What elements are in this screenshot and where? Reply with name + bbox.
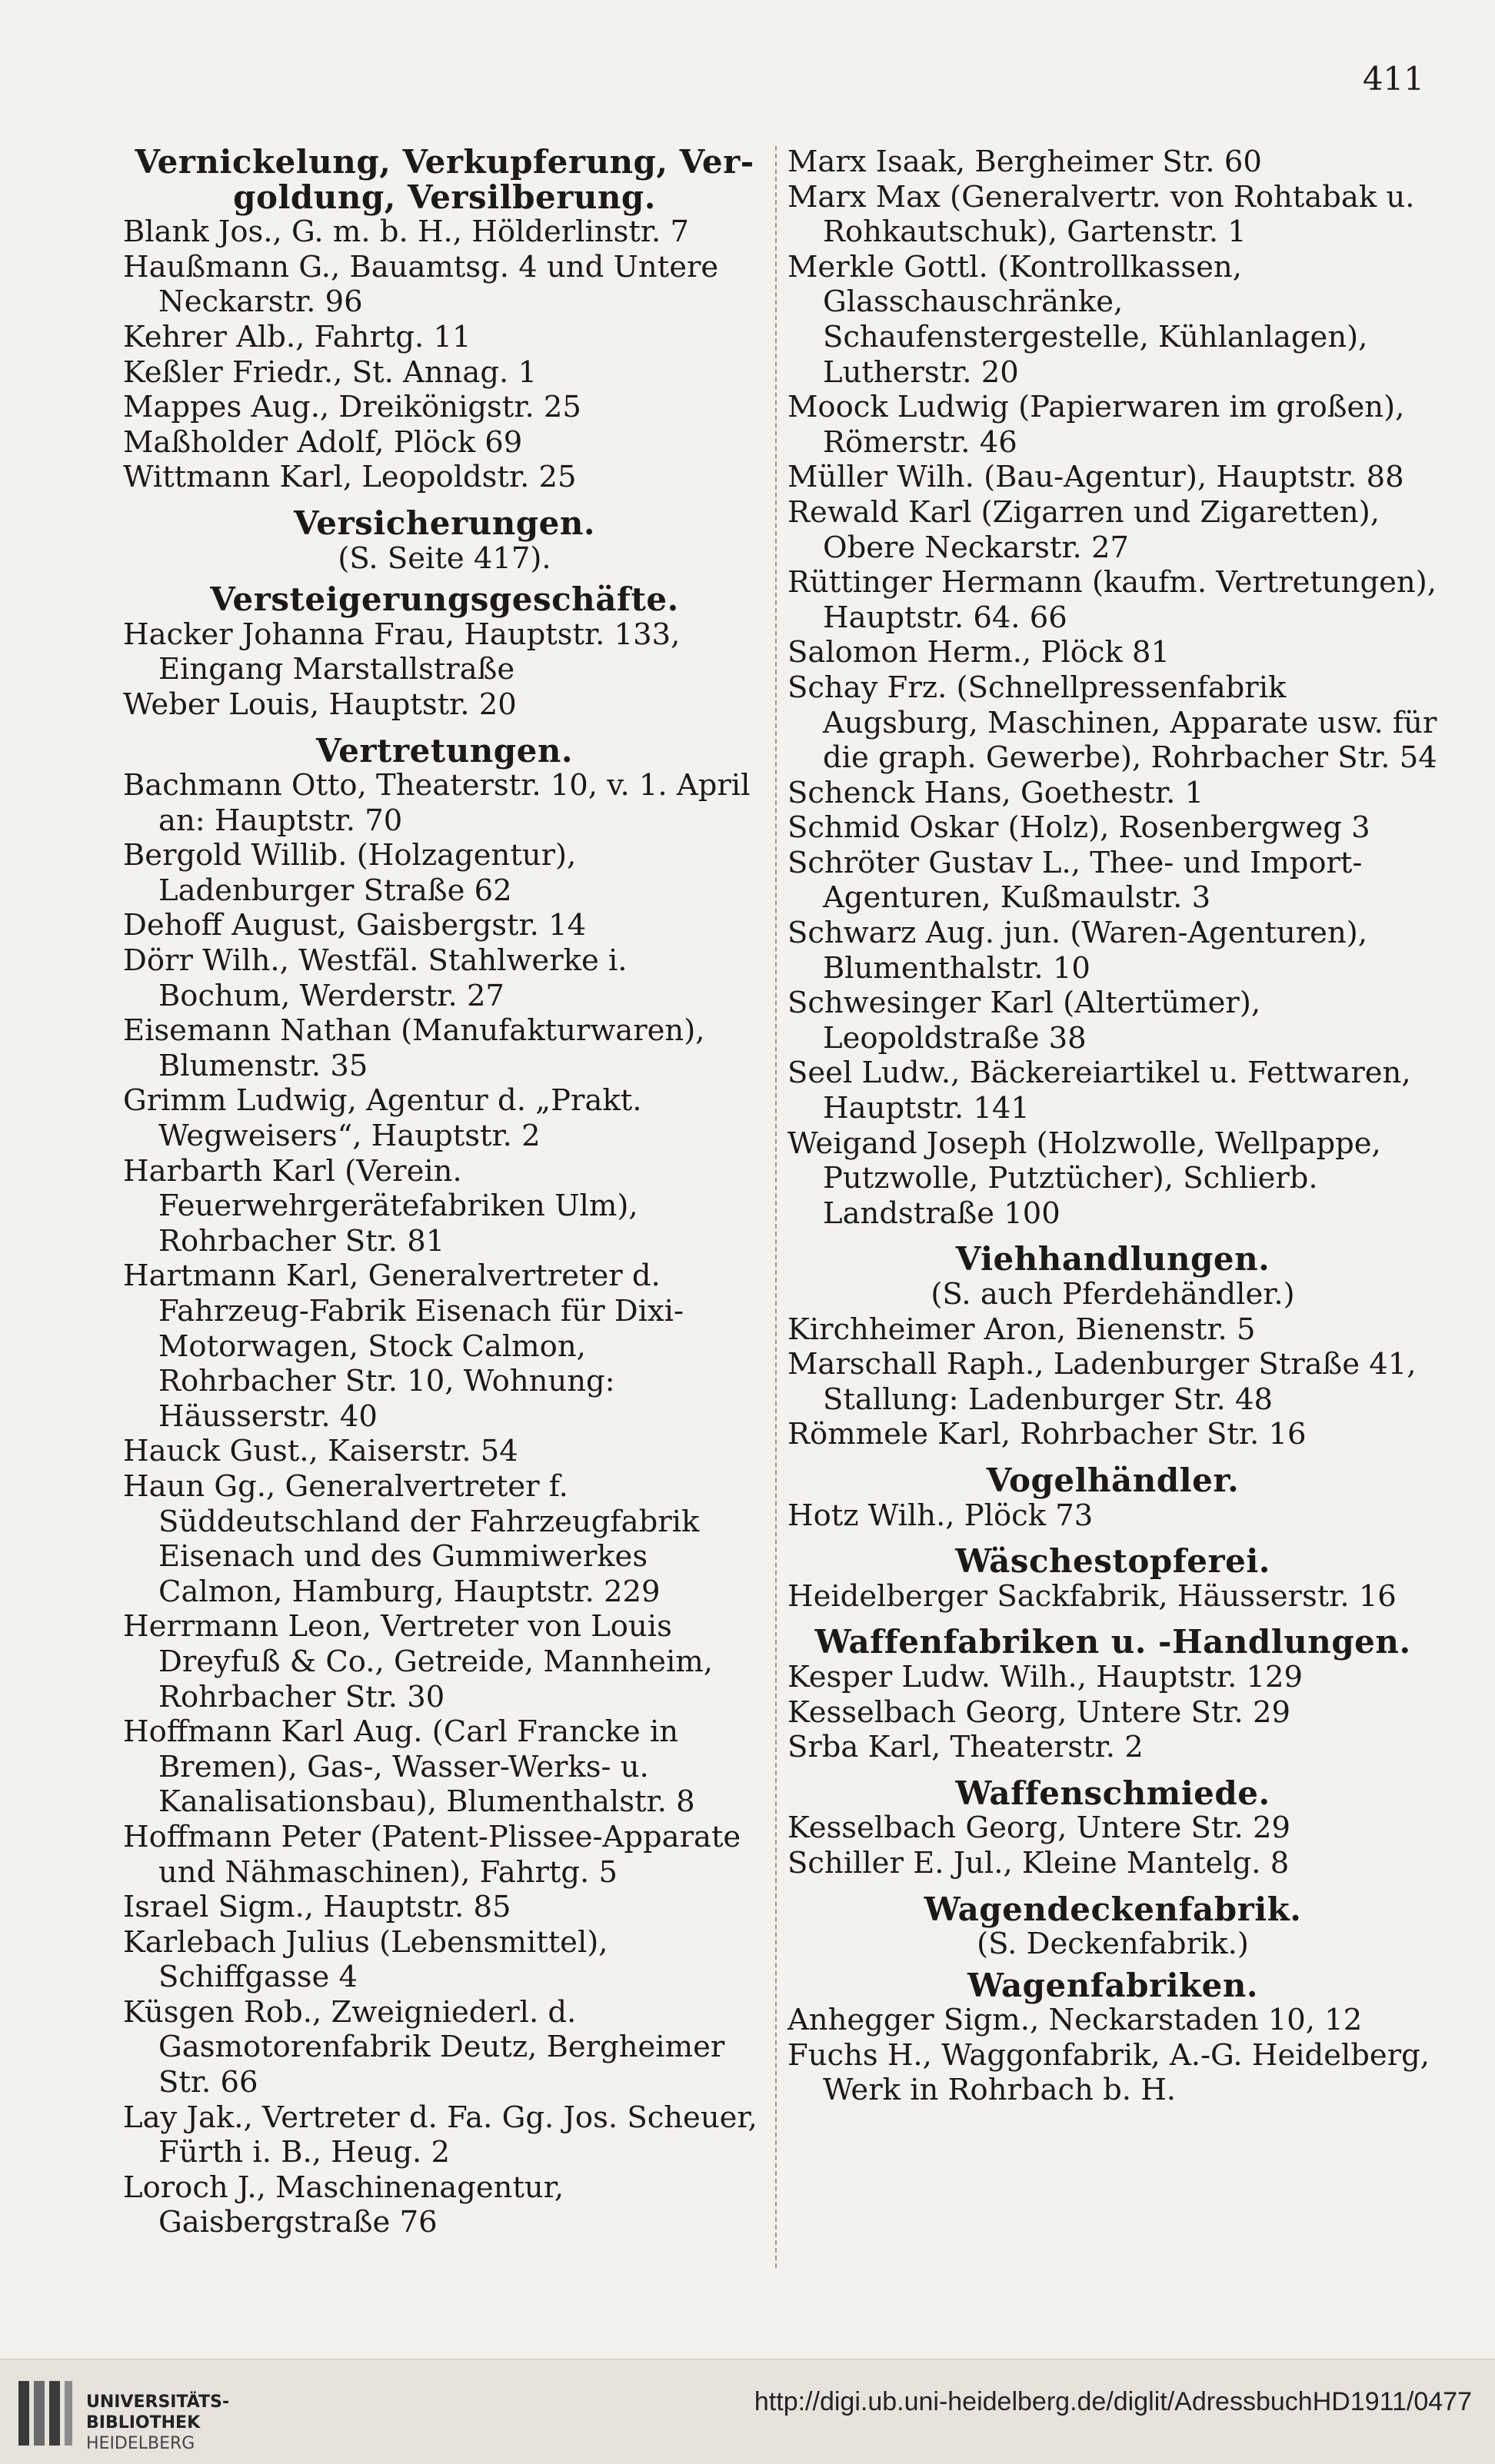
directory-entry: Küsgen Rob., Zweigniederl. d. Gasmotorenfabrik Deutz, Bergheimer Str. 66 <box>123 1994 725 2100</box>
directory-entry: Dörr Wilh., Westfäl. Stahlwerke i. Bochum, Werderstr. 27 <box>123 943 628 1013</box>
directory-entry: Eisemann Nathan (Manufakturwaren), Blumenstr. 35 <box>123 1013 705 1083</box>
directory-entry: Bergold Willib. (Holzagentur), Ladenburger Straße 62 <box>123 838 577 908</box>
directory-entry: Seel Ludw., Bäckereiartikel u. Fettwaren, Hauptstr. 141 <box>787 1056 1411 1126</box>
directory-entry: Loroch J., Maschinenagentur, Gaisbergstraße 76 <box>123 2170 564 2240</box>
directory-entry: Moock Ludwig (Papierwaren im großen), Römerstr. 46 <box>787 390 1405 460</box>
directory-entry: Haun Gg., Generalvertreter f. Süddeutschland der Fahrzeugfabrik Eisenach und des Gummiwerkes Calmon, Hamburg, Hauptstr. 229 <box>123 1468 700 1609</box>
directory-entry: Harbarth Karl (Verein. Feuerwehrgerätefabriken Ulm), Rohrbacher Str. 81 <box>123 1153 638 1259</box>
section-heading: Waffenfabriken u. -Handlungen. <box>814 1623 1411 1661</box>
directory-entry: Haußmann G., Bauamtsg. 4 und Untere Neckarstr. 96 <box>123 249 719 320</box>
directory-entry: Wittmann Karl, Leopoldstr. 25 <box>123 460 577 495</box>
directory-entry: Schwesinger Karl (Altertümer), Leopoldstraße 38 <box>787 986 1261 1056</box>
directory-entry: Salomon Herm., Plöck 81 <box>787 635 1170 670</box>
directory-entry: Marx Isaak, Bergheimer Str. 60 <box>787 145 1262 179</box>
directory-entry: Grimm Ludwig, Agentur d. „Prakt. Wegweisers“, Hauptstr. 2 <box>123 1083 642 1154</box>
directory-entry: Maßholder Adolf, Plöck 69 <box>123 424 523 460</box>
section-heading: Versteigerungsgeschäfte. <box>210 580 679 619</box>
section-heading: goldung, Versilberung. <box>233 178 656 216</box>
directory-entry: Anhegger Sigm., Neckarstaden 10, 12 <box>787 2003 1363 2038</box>
directory-entry: Schröter Gustav L., Thee- und Import-Agenturen, Kußmaulstr. 3 <box>787 845 1363 916</box>
directory-entry: Weigand Joseph (Holzwolle, Wellpappe, Putzwolle, Putztücher), Schlierb. Landstraße 100 <box>787 1126 1381 1231</box>
directory-entry: Herrmann Leon, Vertreter von Louis Dreyfuß & Co., Getreide, Mannheim, Rohrbacher Str. 30 <box>123 1609 714 1714</box>
section-heading: Waffenschmiede. <box>955 1774 1270 1812</box>
page-number: 411 <box>1362 60 1424 98</box>
section-heading: Vogelhändler. <box>986 1461 1240 1499</box>
directory-entry: Keßler Friedr., St. Annag. 1 <box>123 354 538 390</box>
directory-entry: Müller Wilh. (Bau-Agentur), Hauptstr. 88 <box>787 460 1404 495</box>
cross-reference-note: (S. Seite 417). <box>338 540 551 576</box>
directory-entry: Hotz Wilh., Plöck 73 <box>787 1498 1094 1533</box>
library-name-line3: HEIDELBERG <box>86 2434 195 2453</box>
directory-entry: Mappes Aug., Dreikönigstr. 25 <box>123 390 581 425</box>
directory-entry: Blank Jos., G. m. b. H., Hölderlinstr. 7 <box>123 214 689 250</box>
left-column <box>123 145 766 2240</box>
directory-entry: Schwarz Aug. jun. (Waren-Agenturen), Blumenthalstr. 10 <box>787 916 1368 986</box>
directory-entry: Rüttinger Hermann (kaufm. Vertretungen), Hauptstr. 64. 66 <box>787 565 1437 635</box>
directory-entry: Rewald Karl (Zigarren und Zigaretten), Obere Neckarstr. 27 <box>787 494 1380 565</box>
library-name-line1: UNIVERSITÄTS- <box>86 2393 230 2412</box>
right-column <box>787 145 1438 2108</box>
section-heading: Wäschestopferei. <box>955 1542 1270 1581</box>
section-heading: Vertretungen. <box>315 731 574 770</box>
column-divider <box>775 146 777 2268</box>
library-name-line2: BIBLIOTHEK <box>86 2413 201 2432</box>
directory-entry: Schmid Oskar (Holz), Rosenbergweg 3 <box>787 810 1370 846</box>
footer-bar <box>0 2359 1495 2464</box>
directory-entry: Hartmann Karl, Generalvertreter d. Fahrzeug-Fabrik Eisenach für Dixi-Motorwagen, Stock Calmon, Rohrbacher Str. 10, Wohnung: Häusserstr. 40 <box>123 1259 684 1434</box>
directory-entry: Israel Sigm., Hauptstr. 85 <box>123 1890 511 1925</box>
directory-entry: Schenck Hans, Goethestr. 1 <box>787 775 1204 810</box>
directory-entry: Kirchheimer Aron, Bienenstr. 5 <box>787 1312 1256 1347</box>
directory-entry: Marx Max (Generalvertr. von Rohtabak u. Rohkautschuk), Gartenstr. 1 <box>787 179 1415 250</box>
directory-entry: Kesper Ludw. Wilh., Hauptstr. 129 <box>787 1659 1304 1694</box>
directory-entry: Hacker Johanna Frau, Hauptstr. 133, Eingang Marstallstraße <box>123 617 681 687</box>
section-heading: Vernickelung, Verkupferung, Ver- <box>135 143 754 181</box>
directory-entry: Kehrer Alb., Fahrtg. 11 <box>123 319 471 354</box>
directory-entry: Kesselbach Georg, Untere Str. 29 <box>787 1811 1290 1846</box>
directory-entry: Hoffmann Karl Aug. (Carl Francke in Bremen), Gas-, Wasser-Werks- u. Kanalisationsbau), Blumenthalstr. 8 <box>123 1714 695 1820</box>
directory-entry: Marschall Raph., Ladenburger Straße 41, Stallung: Ladenburger Str. 48 <box>787 1347 1417 1417</box>
section-heading: Viehhandlungen. <box>955 1240 1270 1279</box>
directory-entry: Lay Jak., Vertreter d. Fa. Gg. Jos. Scheuer, Fürth i. B., Heug. 2 <box>123 2100 757 2170</box>
directory-entry: Schiller E. Jul., Kleine Mantelg. 8 <box>787 1845 1290 1880</box>
directory-entry: Weber Louis, Hauptstr. 20 <box>123 687 517 722</box>
cross-reference-note: (S. Deckenfabrik.) <box>977 1927 1249 1962</box>
source-url-link[interactable]: http://digi.ub.uni-heidelberg.de/diglit/AdressbuchHD1911/0477 <box>754 2387 1472 2416</box>
directory-entry: Karlebach Julius (Lebensmittel), Schiffgasse 4 <box>123 1924 608 1995</box>
directory-entry: Kesselbach Georg, Untere Str. 29 <box>787 1694 1290 1730</box>
directory-entry: Merkle Gottl. (Kontrollkassen, Glasschauschränke, Schaufenstergestelle, Kühlanlagen), Lutherstr. 20 <box>787 249 1368 390</box>
library-logo-icon <box>14 2378 77 2449</box>
directory-entry: Fuchs H., Waggonfabrik, A.-G. Heidelberg, Werk in Rohrbach b. H. <box>787 2037 1430 2108</box>
section-heading: Wagenfabriken. <box>967 1966 1259 2004</box>
library-name <box>86 2392 229 2454</box>
directory-entry: Srba Karl, Theaterstr. 2 <box>787 1730 1144 1765</box>
directory-entry: Römmele Karl, Rohrbacher Str. 16 <box>787 1417 1307 1452</box>
cross-reference-note: (S. auch Pferdehändler.) <box>931 1277 1295 1312</box>
directory-entry: Schay Frz. (Schnellpressenfabrik Augsburg, Maschinen, Apparate usw. für die graph. Gewerbe), Rohrbacher Str. 54 <box>787 670 1437 776</box>
section-heading: Wagendeckenfabrik. <box>924 1890 1302 1928</box>
section-heading: Versicherungen. <box>294 504 595 542</box>
directory-entry: Heidelberger Sackfabrik, Häusserstr. 16 <box>787 1578 1397 1614</box>
directory-entry: Dehoff August, Gaisbergstr. 14 <box>123 908 587 943</box>
directory-entry: Hoffmann Peter (Patent-Plissee-Apparate und Nähmaschinen), Fahrtg. 5 <box>123 1819 741 1890</box>
directory-entry: Hauck Gust., Kaiserstr. 54 <box>123 1434 518 1469</box>
directory-entry: Bachmann Otto, Theaterstr. 10, v. 1. April an: Hauptstr. 70 <box>123 768 751 838</box>
